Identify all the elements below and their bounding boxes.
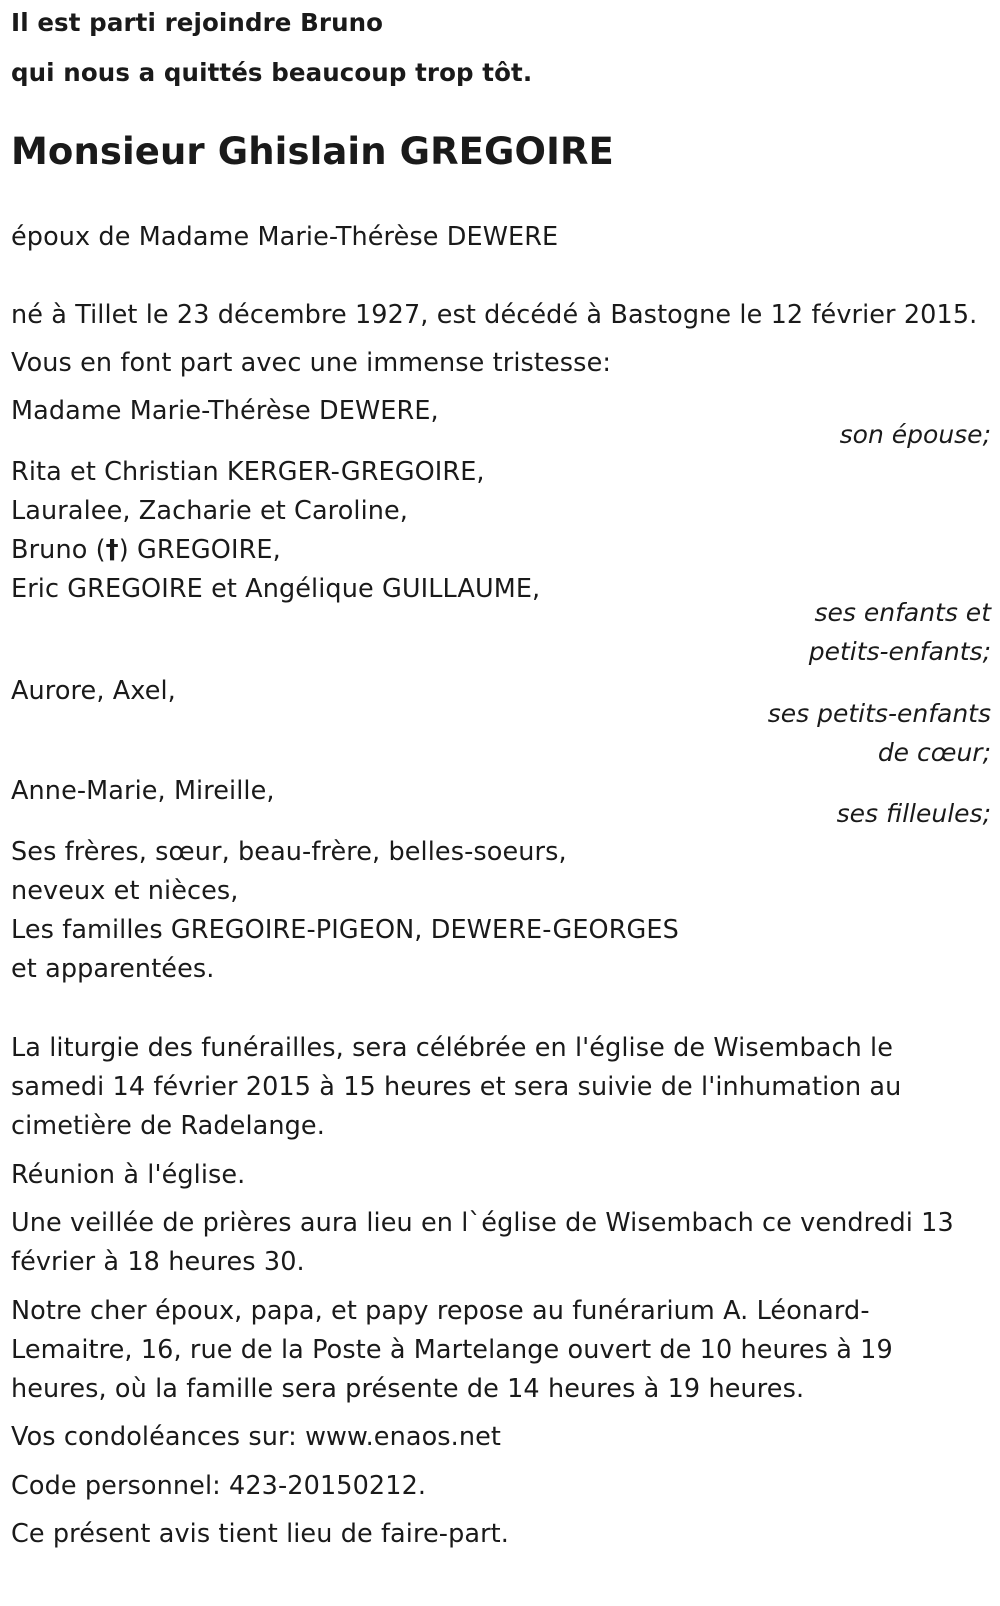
intro-line-2: qui nous a quittés beaucoup trop tôt. <box>11 58 533 87</box>
extended-family-2: neveux et nièces, <box>11 876 239 906</box>
family-child-eric: Eric GREGOIRE et Angélique GUILLAUME, <box>11 574 541 604</box>
deceased-name: Monsieur Ghislain GREGOIRE <box>11 130 614 173</box>
relation-goddaughters: ses filleules; <box>836 799 991 828</box>
family-heart-grandchildren: Aurore, Axel, <box>11 676 176 706</box>
liturgy-line-3: cimetière de Radelange. <box>11 1111 325 1141</box>
birth-death-line: né à Tillet le 23 décembre 1927, est décédé à Bastogne le 12 février 2015. <box>11 300 978 330</box>
rest-line-2: Lemaitre, 16, rue de la Poste à Martelange ouvert de 10 heures à 19 <box>11 1335 893 1365</box>
family-child-1: Rita et Christian KERGER-GREGOIRE, <box>11 457 485 487</box>
obituary-notice <box>11 0 991 1606</box>
vigil-line-2: février à 18 heures 30. <box>11 1247 305 1277</box>
meeting-line: Réunion à l'église. <box>11 1160 246 1190</box>
relation-children-2: petits-enfants; <box>808 637 991 666</box>
relation-heart-2: de cœur; <box>877 738 991 767</box>
extended-family-4: et apparentées. <box>11 954 215 984</box>
rest-line-3: heures, où la famille sera présente de 14 heures à 19 heures. <box>11 1374 805 1404</box>
family-child-bruno <box>11 535 281 565</box>
relation-heart-1: ses petits-enfants <box>767 699 991 728</box>
condolences-line: Vos condoléances sur: www.enaos.net <box>11 1422 502 1452</box>
extended-family-1: Ses frères, sœur, beau-frère, belles-soeurs, <box>11 837 567 867</box>
code-line: Code personnel: 423-20150212. <box>11 1471 427 1501</box>
rest-line-1: Notre cher époux, papa, et papy repose au funérarium A. Léonard- <box>11 1296 870 1326</box>
cross-icon: † <box>105 535 119 565</box>
liturgy-line-1: La liturgie des funérailles, sera célébrée en l'église de Wisembach le <box>11 1033 894 1063</box>
family-grandchildren: Lauralee, Zacharie et Caroline, <box>11 496 409 526</box>
notice-line: Ce présent avis tient lieu de faire-part. <box>11 1519 509 1549</box>
family-spouse-name: Madame Marie-Thérèse DEWERE, <box>11 396 439 426</box>
announcement-line: Vous en font part avec une immense tristesse: <box>11 348 612 378</box>
bruno-prefix: Bruno ( <box>11 535 106 565</box>
relation-spouse: son épouse; <box>839 420 991 449</box>
liturgy-line-2: samedi 14 février 2015 à 15 heures et sera suivie de l'inhumation au <box>11 1072 902 1102</box>
bruno-suffix: ) GREGOIRE, <box>118 535 281 565</box>
relation-children-1: ses enfants et <box>814 598 991 627</box>
extended-family-3: Les familles GREGOIRE-PIGEON, DEWERE-GEORGES <box>11 915 679 945</box>
intro-line-1: Il est parti rejoindre Bruno <box>11 8 384 37</box>
vigil-line-1: Une veillée de prières aura lieu en l`église de Wisembach ce vendredi 13 <box>11 1208 954 1238</box>
spouse-line: époux de Madame Marie-Thérèse DEWERE <box>11 222 559 252</box>
family-goddaughters: Anne-Marie, Mireille, <box>11 776 275 806</box>
